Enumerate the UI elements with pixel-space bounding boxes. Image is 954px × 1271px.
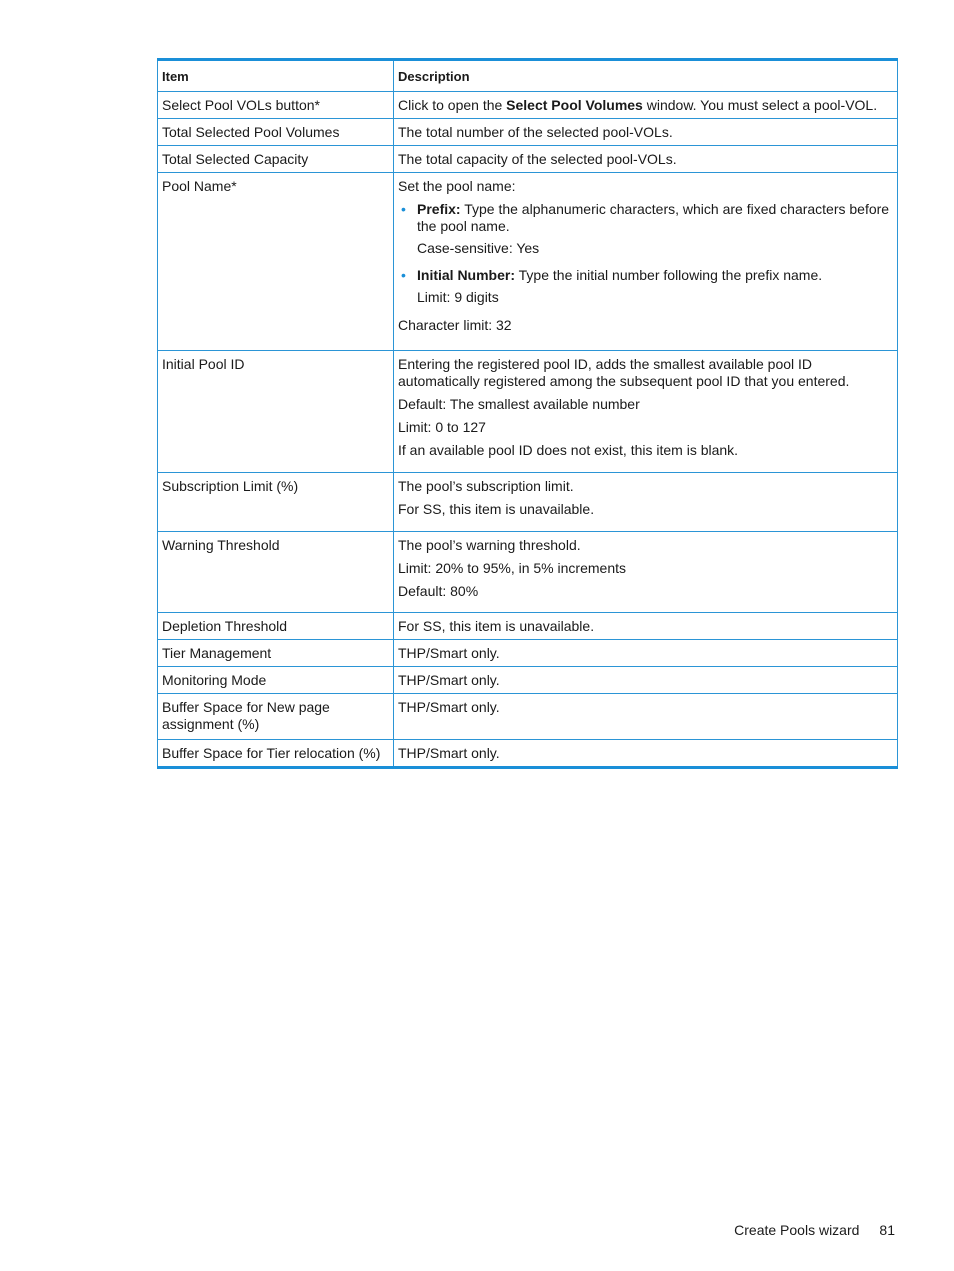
- description-text: window. You must select a pool-VOL.: [642, 97, 878, 113]
- description-paragraph: For SS, this item is unavailable.: [398, 501, 595, 517]
- bullet-subtext: Case-sensitive: Yes: [417, 240, 540, 256]
- bullet-label: Prefix:: [417, 201, 461, 217]
- bullet-icon: •: [401, 201, 406, 217]
- settings-table-container: [157, 58, 897, 769]
- item-cell: Monitoring Mode: [158, 667, 394, 694]
- description-cell: [394, 92, 898, 119]
- table-row: [158, 173, 898, 351]
- description-intro: Set the pool name:: [398, 178, 516, 194]
- description-cell: The total number of the selected pool-VOLs.: [394, 119, 898, 146]
- table-row: [158, 351, 898, 473]
- description-cell: THP/Smart only.: [394, 694, 898, 740]
- page-footer: [734, 1222, 895, 1239]
- item-cell: Total Selected Capacity: [158, 146, 394, 173]
- description-cell: For SS, this item is unavailable.: [394, 613, 898, 640]
- description-cell: The total capacity of the selected pool-VOLs.: [394, 146, 898, 173]
- description-paragraph: Limit: 0 to 127: [398, 419, 486, 435]
- item-cell: Buffer Space for Tier relocation (%): [158, 740, 394, 768]
- description-paragraph: The pool’s warning threshold.: [398, 537, 581, 553]
- description-cell: [394, 351, 898, 473]
- description-paragraph: Default: 80%: [398, 583, 479, 599]
- description-cell: THP/Smart only.: [394, 640, 898, 667]
- header-description: Description: [394, 60, 898, 92]
- item-cell: Warning Threshold: [158, 532, 394, 613]
- item-cell: Select Pool VOLs button*: [158, 92, 394, 119]
- item-cell: Depletion Threshold: [158, 613, 394, 640]
- character-limit: Character limit: 32: [398, 317, 512, 333]
- table-header-row: [158, 60, 898, 92]
- table-row: [158, 640, 898, 667]
- item-cell: Total Selected Pool Volumes: [158, 119, 394, 146]
- table-row: [158, 146, 898, 173]
- description-cell: [394, 173, 898, 351]
- description-cell: THP/Smart only.: [394, 740, 898, 768]
- description-cell: [394, 473, 898, 532]
- table-row: [158, 473, 898, 532]
- bullet-text: Type the initial number following the prefix name.: [515, 267, 823, 283]
- description-text: Click to open the: [398, 97, 507, 113]
- item-cell: Buffer Space for New page assignment (%): [158, 694, 394, 740]
- description-cell: THP/Smart only.: [394, 667, 898, 694]
- table-row: [158, 119, 898, 146]
- settings-table: [157, 58, 898, 769]
- description-paragraph: The pool’s subscription limit.: [398, 478, 574, 494]
- description-paragraph: Default: The smallest available number: [398, 396, 640, 412]
- item-cell: Pool Name*: [158, 173, 394, 351]
- table-row: [158, 740, 898, 768]
- description-paragraph: If an available pool ID does not exist, this item is blank.: [398, 442, 739, 458]
- bullet-icon: •: [401, 267, 406, 283]
- description-paragraph: Limit: 20% to 95%, in 5% increments: [398, 560, 626, 576]
- page-number: 81: [879, 1222, 895, 1238]
- table-row: [158, 613, 898, 640]
- description-paragraph: Entering the registered pool ID, adds the smallest available pool ID automatically registered among the subsequent pool ID that you entered.: [398, 356, 850, 389]
- table-row: [158, 694, 898, 740]
- item-cell: Initial Pool ID: [158, 351, 394, 473]
- bullet-label: Initial Number:: [417, 267, 516, 283]
- item-cell: Subscription Limit (%): [158, 473, 394, 532]
- item-cell: Tier Management: [158, 640, 394, 667]
- description-cell: [394, 532, 898, 613]
- table-row: [158, 667, 898, 694]
- bullet-subtext: Limit: 9 digits: [417, 289, 499, 305]
- table-row: [158, 532, 898, 613]
- header-item: Item: [158, 60, 394, 92]
- table-row: [158, 92, 898, 119]
- window-name: Select Pool Volumes: [506, 97, 643, 113]
- footer-section-title: Create Pools wizard: [734, 1222, 860, 1238]
- bullet-prefix: [398, 201, 893, 257]
- bullet-text: Type the alphanumeric characters, which are fixed characters before the pool name.: [417, 201, 890, 234]
- bullet-initial-number: [398, 267, 893, 306]
